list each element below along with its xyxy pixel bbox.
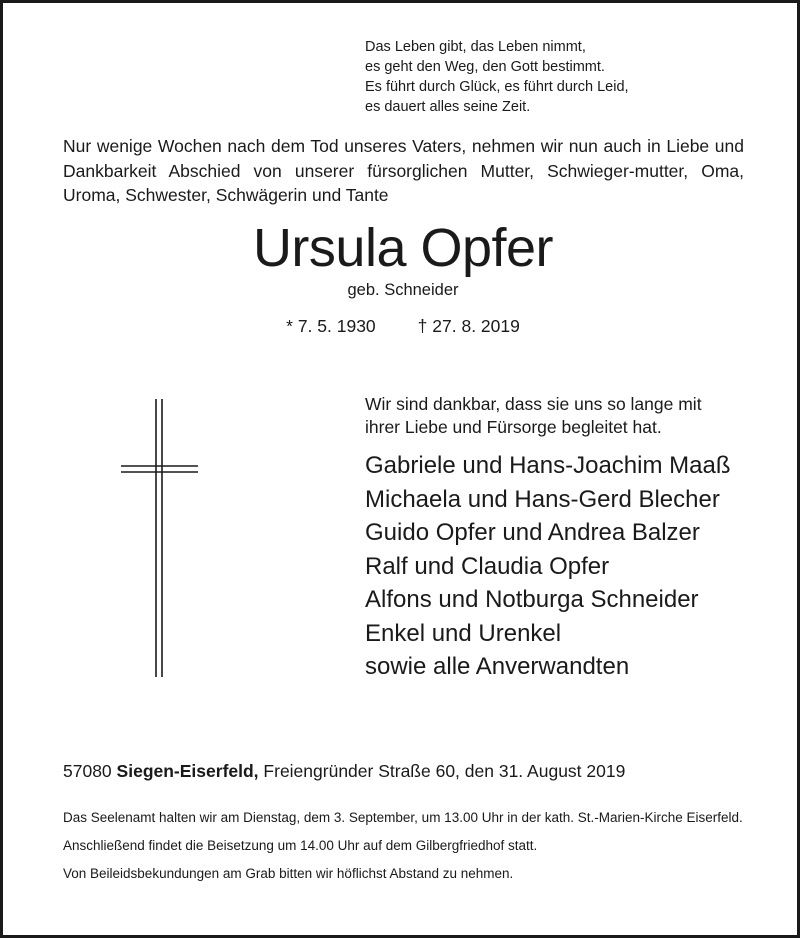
mourner: sowie alle Anverwandten (365, 653, 630, 680)
mourner: Enkel und Urenkel (365, 619, 562, 647)
birth-name: geb. Schneider (347, 281, 459, 299)
life-dates (3, 314, 800, 338)
poem-line: Das Leben gibt, das Leben nimmt, (365, 39, 586, 55)
service-info: Das Seelenamt halten wir am Dienstag, dem 3. September, um 13.00 Uhr in der kath. St.-Marien-Kirche Eiserfeld. (63, 810, 743, 825)
condolence-request: Von Beileidsbekundungen am Grab bitten wir höflichst Abstand zu nehmen. (63, 866, 514, 881)
death-date: † 27. 8. 2019 (417, 316, 520, 336)
poem-line: es dauert alles seine Zeit. (365, 99, 531, 115)
poem (365, 37, 629, 117)
address-line (63, 759, 625, 783)
mourner: Guido Opfer und Andrea Balzer (365, 519, 700, 546)
thanks-line: Wir sind dankbar, dass sie uns so lange mit (365, 394, 702, 414)
birth-date: * 7. 5. 1930 (286, 316, 376, 336)
city: Siegen-Eiserfeld, (116, 761, 259, 781)
intro-text: Nur wenige Wochen nach dem Tod unseres Vaters, nehmen wir nun auch in Liebe und Dankbarkeit Abschied von unserer fürsorglichen Mutter, Schwieger-mutter, Oma, Uroma, Schwester, Schwägerin und Tante (63, 136, 744, 205)
thanks-text (365, 393, 702, 438)
latin-cross-icon (121, 399, 201, 679)
poem-line: es geht den Weg, den Gott bestimmt. (365, 59, 605, 75)
burial-info: Anschließend findet die Beisetzung um 14.00 Uhr auf dem Gilbergfriedhof statt. (63, 838, 538, 853)
postcode: 57080 (63, 761, 112, 781)
street-and-date: Freiengründer Straße 60, den 31. August 2019 (263, 761, 626, 781)
thanks-line: ihrer Liebe und Fürsorge begleitet hat. (365, 416, 662, 437)
deceased-name: Ursula Opfer (252, 218, 554, 278)
poem-line: Es führt durch Glück, es führt durch Leid, (365, 79, 629, 95)
mourner: Gabriele und Hans-Joachim Maaß (365, 452, 731, 479)
service-notes (63, 808, 744, 883)
mourner: Michaela und Hans-Gerd Blecher (365, 485, 720, 513)
mourner: Ralf und Claudia Opfer (365, 552, 610, 580)
mourner: Alfons und Notburga Schneider (365, 586, 699, 613)
mourners-list (365, 449, 731, 684)
